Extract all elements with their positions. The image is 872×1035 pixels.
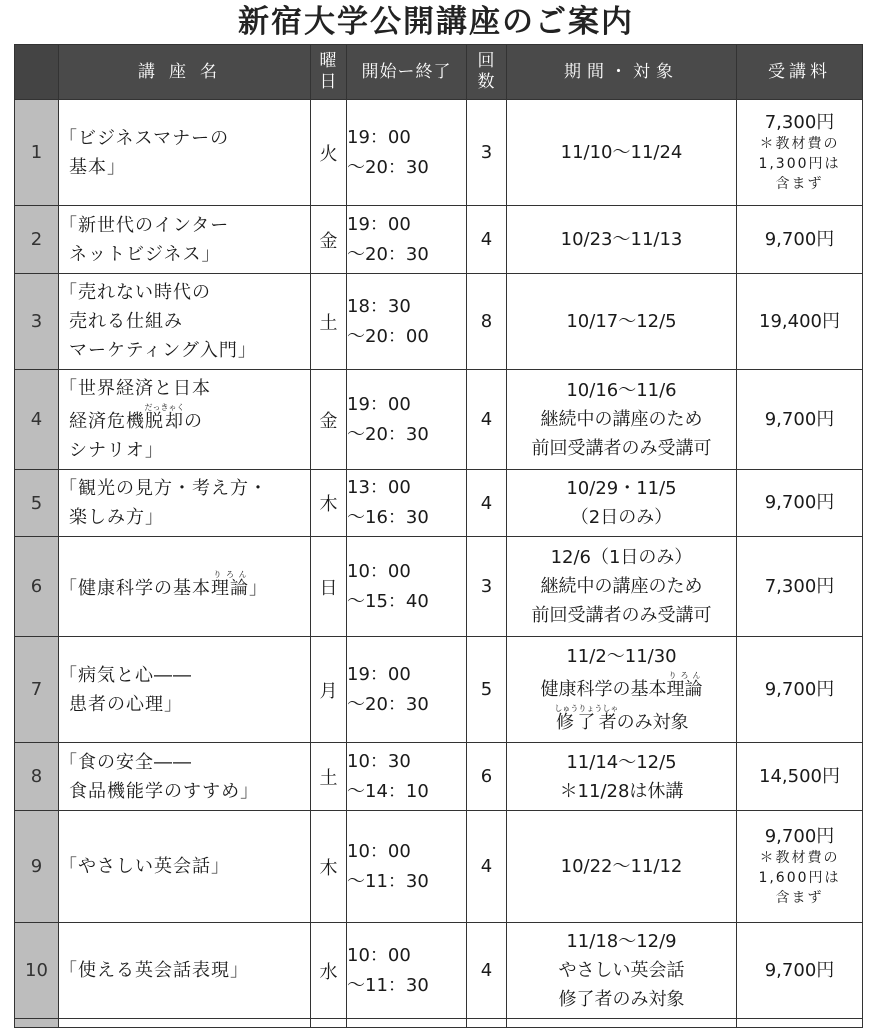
- period-line: 11/18～12/9: [566, 931, 677, 952]
- period-line: ＊11/28は休講: [559, 780, 684, 802]
- course-day: 土: [311, 743, 347, 811]
- ruby-text: 修了者しゅうりょうしゃ: [554, 704, 619, 733]
- time-end: ～20：00: [347, 325, 429, 347]
- course-period: [507, 274, 737, 370]
- table-row: [15, 274, 863, 370]
- page-title: 新宿大学公開講座のご案内: [238, 4, 634, 40]
- fee-amount: 9,700円: [764, 228, 835, 250]
- time-start: 19：00: [347, 213, 411, 235]
- session-count: 4: [467, 206, 507, 274]
- time-end: ～20：30: [347, 243, 429, 265]
- period-line: やさしい英会話: [558, 960, 685, 981]
- period-line: 11/2～11/30: [566, 646, 677, 667]
- fee-amount: 9,700円: [764, 825, 835, 847]
- session-count: 4: [467, 370, 507, 470]
- course-time: [347, 370, 467, 470]
- header-period: 期間・対象: [507, 45, 737, 100]
- header-number: [15, 45, 59, 100]
- course-time: [347, 537, 467, 637]
- row-number: 2: [15, 206, 59, 274]
- course-day: 火: [311, 100, 347, 206]
- fee-note-line: 1,300円は: [758, 155, 841, 172]
- period-line: 継続中の講座のため: [540, 576, 703, 597]
- course-time: [347, 811, 467, 923]
- session-count: 3: [467, 100, 507, 206]
- table-row: [15, 206, 863, 274]
- course-name-line: 「世界経済と日本: [59, 378, 211, 399]
- course-name-line: 患者の心理」: [69, 693, 183, 715]
- fee-amount: 7,300円: [764, 575, 835, 597]
- course-name-line: 「食の安全――: [59, 751, 192, 773]
- period-line: 修了者のみ対象: [558, 989, 685, 1010]
- header-day: [311, 45, 347, 100]
- course-name-line: 売れる仕組み: [69, 311, 183, 332]
- course-fee: [737, 470, 863, 537]
- fee-amount: 7,300円: [764, 111, 835, 133]
- time-start: 13：00: [347, 477, 411, 498]
- course-period: [507, 923, 737, 1019]
- course-schedule-table: [14, 44, 863, 1028]
- header-day-line2: 日: [319, 72, 338, 92]
- session-count: 4: [467, 923, 507, 1019]
- course-time: [347, 206, 467, 274]
- session-count: 4: [467, 470, 507, 537]
- course-time: [347, 470, 467, 537]
- course-period: [507, 370, 737, 470]
- course-period: [507, 100, 737, 206]
- course-fee: [737, 743, 863, 811]
- course-day-cut: [311, 1019, 347, 1028]
- time-end: ～20：30: [347, 423, 429, 445]
- time-end: ～15：40: [347, 590, 429, 612]
- time-start: 10：30: [347, 750, 411, 772]
- header-count-line1: 回: [477, 51, 496, 71]
- course-fee: [737, 637, 863, 743]
- row-number-cut: [15, 1019, 59, 1028]
- time-start: 19：00: [347, 663, 411, 685]
- table-row: [15, 811, 863, 923]
- course-name-line: 「使える英会話表現」: [59, 960, 249, 981]
- time-end: ～11：30: [347, 974, 429, 996]
- course-name: [59, 100, 311, 206]
- table-row: [15, 470, 863, 537]
- course-period: [507, 743, 737, 811]
- fee-amount: 19,400円: [759, 310, 840, 332]
- course-name: [59, 811, 311, 923]
- fee-amount: 9,700円: [764, 959, 835, 981]
- fee-note-line: ＊教材費の: [759, 849, 840, 866]
- course-name-line: シナリオ」: [69, 440, 164, 461]
- header-time: 開始ー終了: [347, 45, 467, 100]
- course-fee: [737, 923, 863, 1019]
- row-number: 1: [15, 100, 59, 206]
- fee-amount: 14,500円: [759, 765, 840, 787]
- course-name-line-ruby: 経済危機脱却だっきゃくの: [69, 403, 203, 432]
- session-count: 4: [467, 811, 507, 923]
- table-header-row: [15, 45, 863, 100]
- course-day: 土: [311, 274, 347, 370]
- time-start: 18：30: [347, 295, 411, 317]
- time-start: 10：00: [347, 840, 411, 862]
- session-count: 8: [467, 274, 507, 370]
- session-count: 6: [467, 743, 507, 811]
- period-line: 10/23～11/13: [560, 229, 683, 250]
- table-row: [15, 100, 863, 206]
- fee-note-line: 含まず: [775, 175, 824, 192]
- course-name-line: 「病気と心――: [59, 664, 192, 686]
- course-day: 月: [311, 637, 347, 743]
- course-fee: [737, 100, 863, 206]
- course-name-line: 楽しみ方」: [69, 507, 164, 528]
- period-line-ruby: 修了者しゅうりょうしゃのみ対象: [554, 704, 689, 733]
- course-time: [347, 274, 467, 370]
- course-name: [59, 743, 311, 811]
- header-count: [467, 45, 507, 100]
- session-count: 3: [467, 537, 507, 637]
- course-time: [347, 100, 467, 206]
- time-start: 19：00: [347, 126, 411, 148]
- course-name: [59, 370, 311, 470]
- fee-amount: 9,700円: [764, 492, 835, 513]
- time-end: ～20：30: [347, 693, 429, 715]
- period-line: （2日のみ）: [570, 507, 673, 528]
- period-line: 前回受講者のみ受講可: [531, 605, 712, 626]
- course-name-cut: [59, 1019, 311, 1028]
- period-line: 12/6（1日のみ）: [550, 547, 693, 568]
- course-time-cut: [347, 1019, 467, 1028]
- row-number: 8: [15, 743, 59, 811]
- course-name-line: ネットビジネス」: [69, 243, 221, 265]
- row-number: 10: [15, 923, 59, 1019]
- course-name-line: 「売れない時代の: [59, 282, 211, 303]
- course-name: [59, 470, 311, 537]
- header-fee: 受講料: [737, 45, 863, 100]
- table-row: [15, 637, 863, 743]
- course-period: [507, 811, 737, 923]
- row-number: 4: [15, 370, 59, 470]
- course-name: [59, 537, 311, 637]
- course-day: 日: [311, 537, 347, 637]
- course-fee-cut: [737, 1019, 863, 1028]
- course-day: 金: [311, 370, 347, 470]
- period-line: 11/14～12/5: [566, 751, 677, 773]
- course-time: [347, 923, 467, 1019]
- course-name: [59, 637, 311, 743]
- course-day: 金: [311, 206, 347, 274]
- fee-amount: 9,700円: [764, 678, 835, 700]
- time-end: ～11：30: [347, 870, 429, 892]
- time-start: 19：00: [347, 393, 411, 415]
- course-name-line: 「新世代のインター: [59, 214, 230, 236]
- course-name-line: 基本」: [69, 156, 126, 178]
- course-name-line: 食品機能学のすすめ」: [69, 780, 260, 802]
- fee-note-line: ＊教材費の: [759, 135, 840, 152]
- course-time: [347, 743, 467, 811]
- course-period: [507, 470, 737, 537]
- period-line: 10/22～11/12: [560, 856, 683, 877]
- period-line: 10/29・11/5: [566, 478, 677, 499]
- fee-amount: 9,700円: [764, 408, 835, 430]
- time-end: ～14：10: [347, 780, 429, 802]
- ruby-text: 理論りろん: [211, 570, 249, 599]
- table-row: [15, 537, 863, 637]
- ruby-text: 脱却だっきゃく: [144, 403, 185, 432]
- course-day: 水: [311, 923, 347, 1019]
- course-time: [347, 637, 467, 743]
- table-row: [15, 743, 863, 811]
- course-day: 木: [311, 811, 347, 923]
- ruby-text: 理論りろん: [666, 671, 703, 700]
- time-start: 10：00: [347, 944, 411, 966]
- course-fee: [737, 811, 863, 923]
- row-number: 5: [15, 470, 59, 537]
- course-fee: [737, 537, 863, 637]
- session-count-cut: [467, 1019, 507, 1028]
- course-name-line: マーケティング入門」: [69, 340, 257, 361]
- course-name: [59, 206, 311, 274]
- row-number: 9: [15, 811, 59, 923]
- course-period: [507, 206, 737, 274]
- course-name-line: 「観光の見方・考え方・: [59, 478, 268, 499]
- fee-note-line: 1,600円は: [758, 869, 841, 886]
- row-number: 6: [15, 537, 59, 637]
- period-line: 前回受講者のみ受講可: [531, 438, 712, 459]
- course-fee: [737, 370, 863, 470]
- session-count: 5: [467, 637, 507, 743]
- row-number: 3: [15, 274, 59, 370]
- row-number: 7: [15, 637, 59, 743]
- header-day-line1: 曜: [319, 51, 338, 71]
- course-period: [507, 637, 737, 743]
- time-end: ～20：30: [347, 156, 429, 178]
- header-course-name: 講座名: [59, 45, 311, 100]
- course-day: 木: [311, 470, 347, 537]
- course-name: [59, 274, 311, 370]
- period-line: 継続中の講座のため: [540, 409, 703, 430]
- course-name-line: 「やさしい英会話」: [59, 856, 230, 877]
- course-fee: [737, 274, 863, 370]
- period-line-ruby: 健康科学の基本理論りろん: [540, 671, 703, 700]
- course-name-line: 「ビジネスマナーの: [59, 127, 230, 149]
- table-row: [15, 370, 863, 470]
- course-period: [507, 537, 737, 637]
- course-fee: [737, 206, 863, 274]
- time-end: ～16：30: [347, 507, 429, 528]
- fee-note-line: 含まず: [775, 889, 824, 906]
- header-count-line2: 数: [477, 72, 496, 92]
- course-name-line-ruby: 「健康科学の基本理論りろん」: [59, 570, 268, 599]
- table-row: [15, 923, 863, 1019]
- course-period-cut: [507, 1019, 737, 1028]
- period-line: 10/16～11/6: [566, 380, 677, 401]
- period-line: 10/17～12/5: [566, 311, 677, 332]
- period-line: 11/10～11/24: [560, 142, 683, 163]
- time-start: 10：00: [347, 560, 411, 582]
- course-name: [59, 923, 311, 1019]
- table-row-cutoff: [15, 1019, 863, 1028]
